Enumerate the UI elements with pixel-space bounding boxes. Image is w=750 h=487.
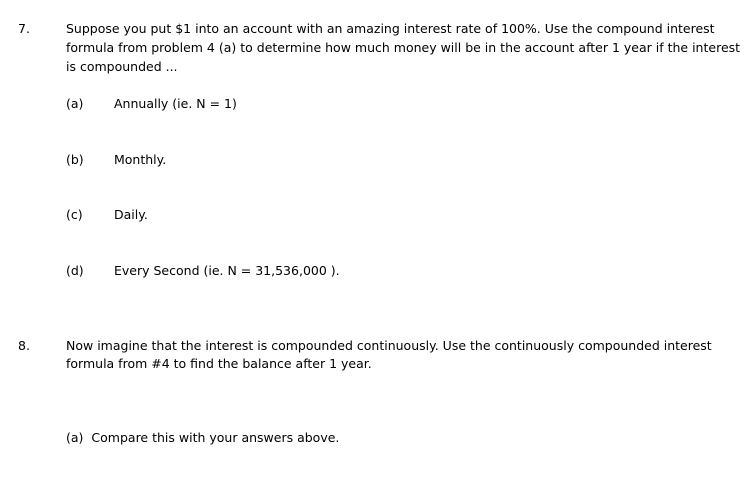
problem-8-line-2: formula from #4 to find the balance after 1 year. — [66, 356, 372, 371]
problem-7-number: 7. — [18, 21, 30, 36]
problem-7-part-a-text: Annually (ie. N = 1) — [114, 96, 237, 111]
problem-7-line-2: formula from problem 4 (a) to determine how much money will be in the account after 1 year if the interest — [66, 40, 741, 55]
problem-7-part-c-text: Daily. — [114, 207, 148, 222]
problem-7-part-d-label: (d) — [66, 263, 84, 278]
problem-8-part-a-label: (a) — [66, 430, 84, 445]
problem-7-part-d-text: Every Second (ie. N = 31,536,000 ). — [114, 263, 340, 278]
problem-8-part-a — [66, 429, 339, 447]
problem-8-line-1: Now imagine that the interest is compounded continuously. Use the continuously compounded interest — [66, 338, 712, 353]
problem-8-number: 8. — [18, 338, 30, 353]
problem-7-part-b-text: Monthly. — [114, 152, 167, 167]
problem-7-line-3: is compounded ... — [66, 59, 178, 74]
problem-8-part-a-text: Compare this with your answers above. — [91, 430, 340, 445]
problem-7-part-b-label: (b) — [66, 152, 84, 167]
problem-7-part-a-label: (a) — [66, 96, 84, 111]
problem-7-part-c-label: (c) — [66, 207, 83, 222]
problem-7-line-1: Suppose you put $1 into an account with an amazing interest rate of 100%. Use the compound interest — [66, 21, 715, 36]
